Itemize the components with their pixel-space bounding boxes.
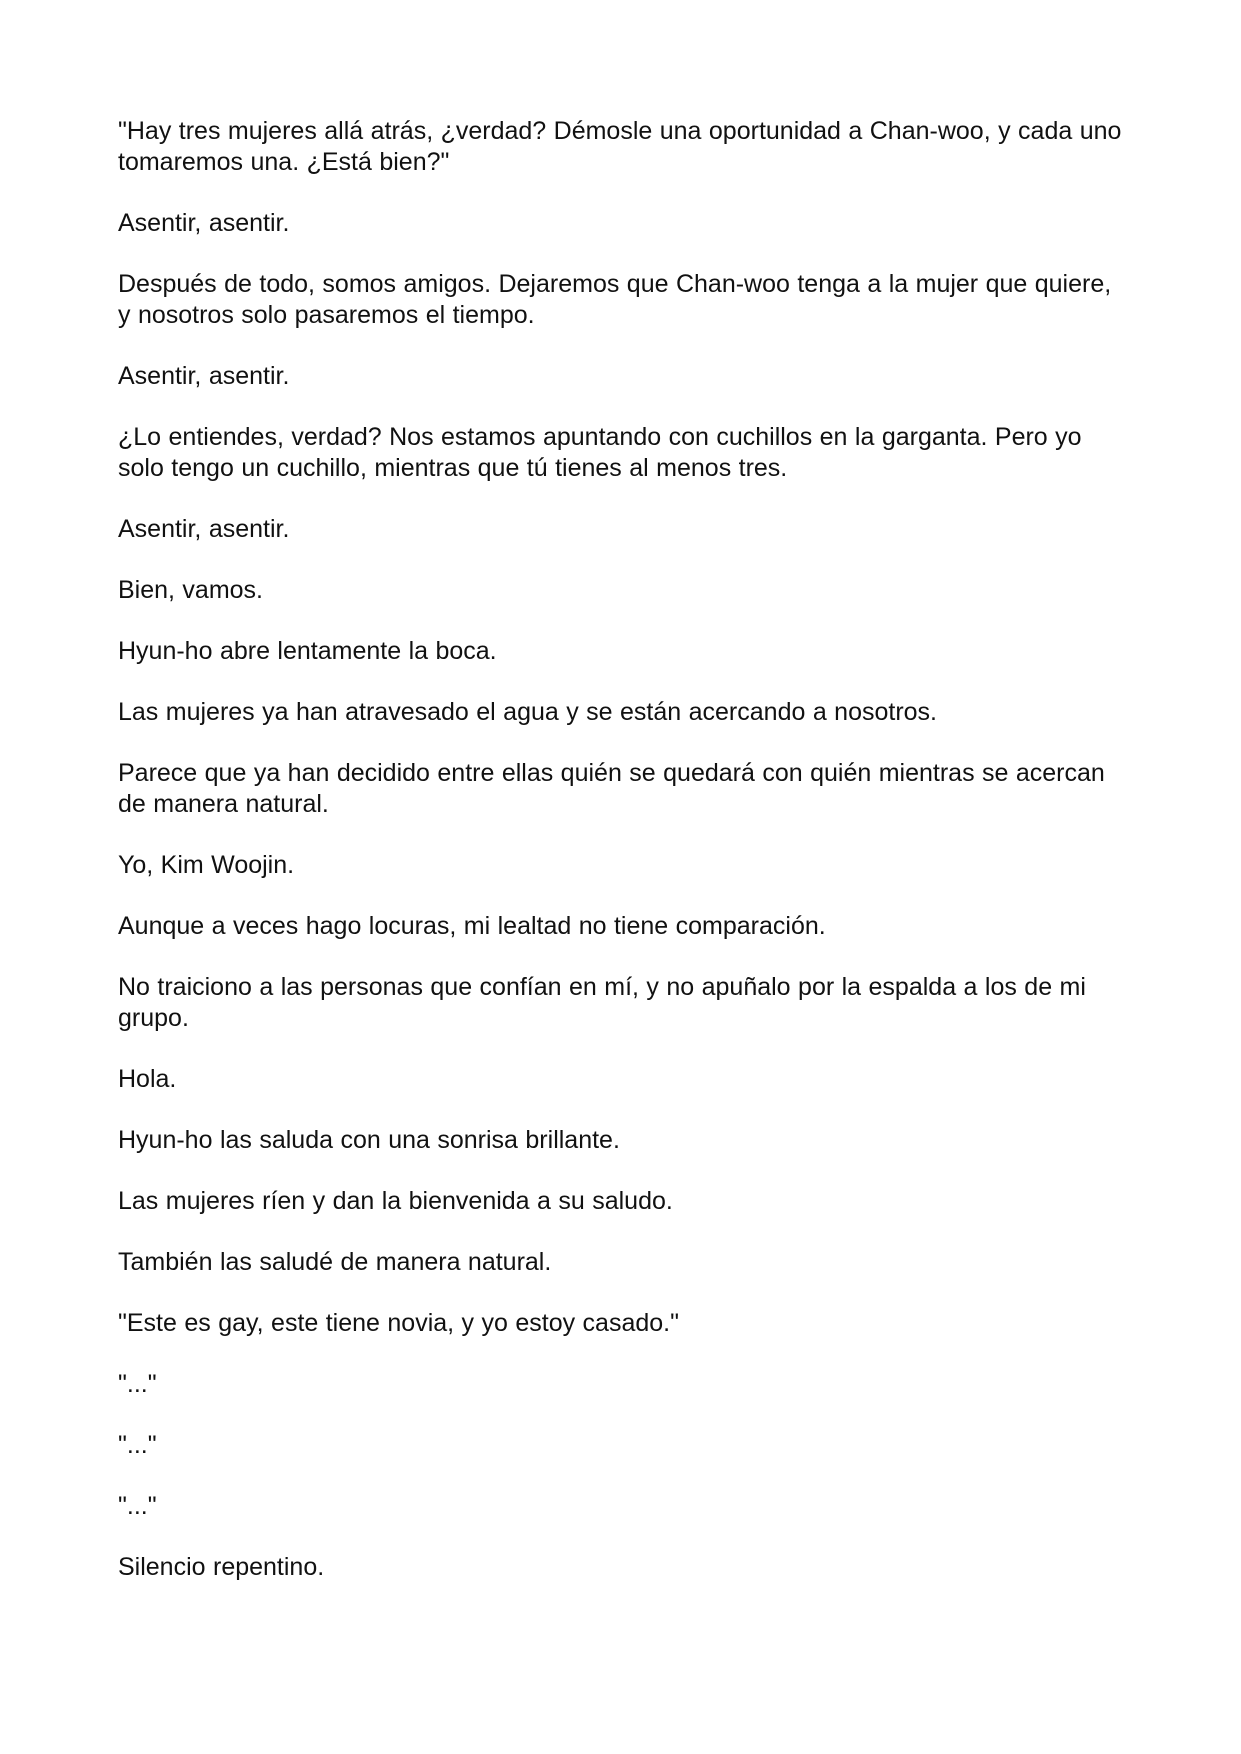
paragraph: "Este es gay, este tiene novia, y yo estoy casado.": [118, 1309, 679, 1337]
paragraph: Silencio repentino.: [118, 1553, 325, 1581]
paragraph: Después de todo, somos amigos. Dejaremos que Chan-woo tenga a la mujer que quiere, y nosotros solo pasaremos el tiempo.: [118, 270, 1112, 329]
paragraph: Hyun-ho abre lentamente la boca.: [118, 637, 497, 665]
paragraph: "Hay tres mujeres allá atrás, ¿verdad? Démosle una oportunidad a Chan-woo, y cada uno tomaremos una. ¿Está bien?": [118, 117, 1122, 176]
paragraph: Asentir, asentir.: [118, 362, 290, 390]
paragraph: Hola.: [118, 1065, 177, 1093]
paragraph: "...": [118, 1431, 157, 1459]
paragraph: También las saludé de manera natural.: [118, 1248, 552, 1276]
paragraph: Las mujeres ríen y dan la bienvenida a su saludo.: [118, 1187, 673, 1215]
paragraph: Bien, vamos.: [118, 576, 264, 604]
paragraph: "...": [118, 1492, 157, 1520]
paragraph: ¿Lo entiendes, verdad? Nos estamos apuntando con cuchillos en la garganta. Pero yo solo tengo un cuchillo, mientras que tú tienes al menos tres.: [118, 423, 1082, 482]
paragraph: Asentir, asentir.: [118, 515, 290, 543]
document-body: [118, 116, 1128, 1613]
paragraph: Parece que ya han decidido entre ellas quién se quedará con quién mientras se acercan de manera natural.: [118, 759, 1105, 818]
paragraph: No traiciono a las personas que confían en mí, y no apuñalo por la espalda a los de mi grupo.: [118, 973, 1086, 1032]
paragraph: Yo, Kim Woojin.: [118, 851, 295, 879]
paragraph: Las mujeres ya han atravesado el agua y se están acercando a nosotros.: [118, 698, 938, 726]
paragraph: Asentir, asentir.: [118, 209, 290, 237]
paragraph: Hyun-ho las saluda con una sonrisa brillante.: [118, 1126, 620, 1154]
paragraph: "...": [118, 1370, 157, 1398]
paragraph: Aunque a veces hago locuras, mi lealtad no tiene comparación.: [118, 912, 826, 940]
